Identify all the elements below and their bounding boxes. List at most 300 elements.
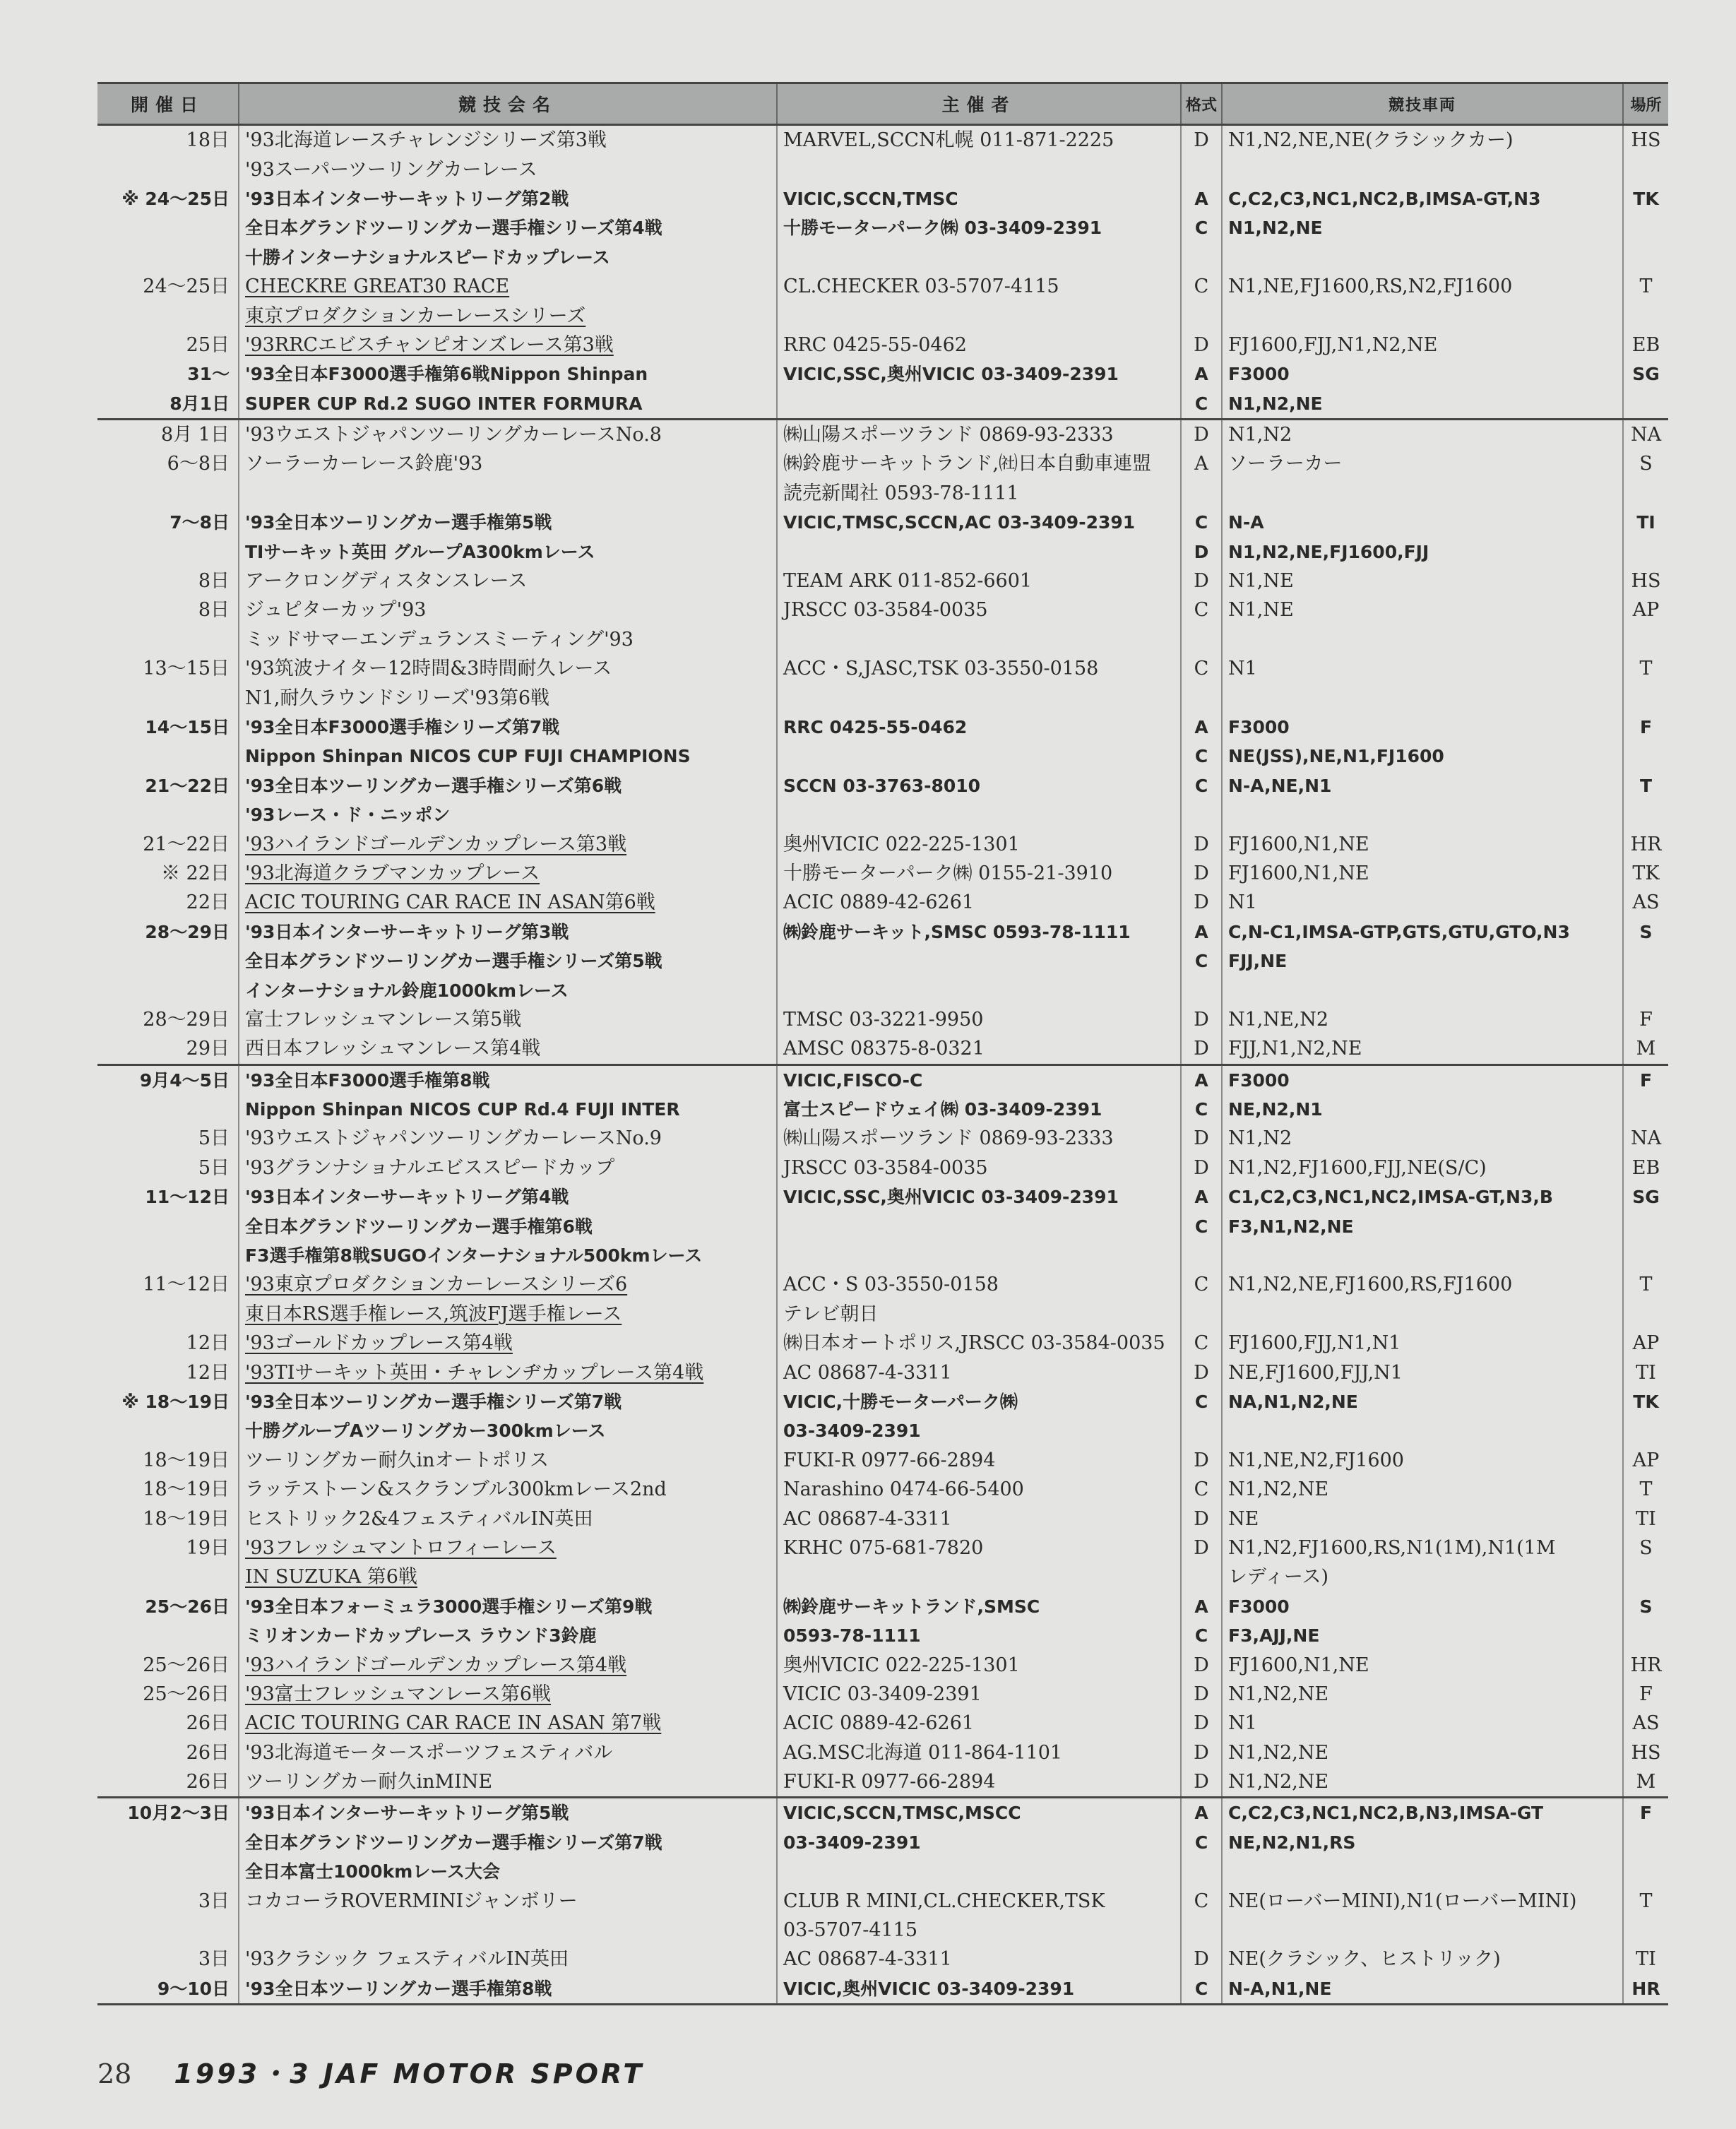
table-row [97, 1329, 1668, 1358]
cell-event-text: '93全日本フォーミュラ3000選手権シリーズ第9戦 [245, 1596, 653, 1617]
cell-format-text: D [1194, 1507, 1209, 1530]
cell-format [1181, 479, 1222, 508]
table-row [97, 771, 1668, 800]
cell-cars [1222, 1621, 1623, 1650]
cell-event-text: '93日本インターサーキットリーグ第3戦 [245, 921, 569, 942]
cell-place [1623, 1738, 1668, 1767]
cell-organizer-text: ㈱鈴鹿サーキットランド,㈳日本自動車連盟 [783, 453, 1152, 475]
table-row [97, 1211, 1668, 1240]
cell-event [239, 1621, 777, 1650]
cell-format-text: A [1194, 921, 1208, 942]
cell-cars-text: NE [1228, 1507, 1259, 1530]
cell-organizer-text: ㈱日本オートポリス,JRSCC 03-3584-0035 [783, 1332, 1165, 1355]
cell-organizer-text: ㈱山陽スポーツランド 0869-93-2333 [783, 424, 1114, 446]
cell-date-text: 25～26日 [145, 1596, 230, 1617]
table-row [97, 1124, 1668, 1153]
cell-date [97, 1358, 239, 1387]
cell-place [1623, 1064, 1668, 1095]
cell-place [1623, 272, 1668, 301]
cell-date-text: 18日 [186, 129, 230, 152]
cell-place [1623, 654, 1668, 683]
cell-event-text: ソーラーカーレース鈴鹿'93 [245, 453, 483, 475]
cell-cars-text: FJJ,NE [1228, 951, 1288, 972]
cell-date [97, 918, 239, 947]
cell-event-text: 富士フレッシュマンレース第5戦 [245, 1008, 522, 1031]
cell-format [1181, 918, 1222, 947]
cell-place [1623, 800, 1668, 829]
cell-event [239, 771, 777, 800]
cell-organizer [777, 1124, 1181, 1153]
cell-event-text: ACIC TOURING CAR RACE IN ASAN 第7戦 [245, 1712, 662, 1735]
cell-format [1181, 1034, 1222, 1064]
table-row [97, 654, 1668, 683]
cell-date [97, 508, 239, 537]
cell-cars-text: N1 [1228, 658, 1257, 680]
cell-organizer [777, 1828, 1181, 1857]
cell-cars-text: NE(JSS),NE,N1,FJ1600 [1228, 746, 1444, 767]
table-row [97, 1387, 1668, 1416]
cell-date [97, 1124, 239, 1153]
cell-format [1181, 389, 1222, 420]
cell-date [97, 1738, 239, 1767]
cell-organizer-text: RRC 0425-55-0462 [783, 717, 968, 737]
cell-format [1181, 1329, 1222, 1358]
cell-format [1181, 1857, 1222, 1886]
table-row [97, 1475, 1668, 1504]
cell-date [97, 800, 239, 829]
cell-place [1623, 1182, 1668, 1211]
cell-place [1623, 213, 1668, 242]
cell-cars [1222, 1650, 1623, 1679]
cell-format-text: A [1194, 453, 1208, 475]
cell-event-text: 全日本グランドツーリングカー選手権シリーズ第7戦 [245, 1832, 662, 1853]
cell-organizer-text: KRHC 075-681-7820 [783, 1536, 984, 1559]
table-row [97, 1886, 1668, 1915]
cell-event [239, 1886, 777, 1915]
cell-place [1623, 595, 1668, 624]
cell-format-text: C [1194, 512, 1208, 533]
cell-format [1181, 771, 1222, 800]
cell-organizer [777, 859, 1181, 888]
cell-place [1623, 389, 1668, 420]
cell-date [97, 771, 239, 800]
cell-date [97, 1504, 239, 1533]
cell-organizer-text: VICIC,十勝モーターパーク㈱ [783, 1391, 1018, 1412]
cell-event [239, 508, 777, 537]
cell-cars-text: C,N-C1,IMSA-GTP,GTS,GTU,GTO,N3 [1228, 921, 1570, 942]
cell-format [1181, 829, 1222, 858]
cell-date [97, 331, 239, 360]
cell-place [1623, 1562, 1668, 1591]
cell-cars [1222, 1534, 1623, 1562]
cell-organizer-text: 0593-78-1111 [783, 1625, 921, 1647]
cell-date [97, 1592, 239, 1621]
cell-format [1181, 975, 1222, 1004]
cell-event-text: 全日本グランドツーリングカー選手権第6戦 [245, 1216, 593, 1237]
cell-date [97, 419, 239, 449]
cell-date [97, 1650, 239, 1679]
cell-event-text: 西日本フレッシュマンレース第4戦 [245, 1038, 541, 1060]
cell-cars [1222, 301, 1623, 330]
cell-organizer-text: VICIC,SSC,奥州VICIC 03-3409-2391 [783, 1187, 1119, 1208]
cell-event [239, 1241, 777, 1270]
cell-format [1181, 800, 1222, 829]
cell-cars-text: NE,N2,N1,RS [1228, 1832, 1356, 1853]
cell-event-text: '93ゴールドカップレース第4戦 [245, 1332, 513, 1355]
cell-date-text: 13～15日 [143, 658, 230, 680]
cell-date-text: ※ 24～25日 [121, 188, 230, 209]
cell-event [239, 975, 777, 1004]
cell-event [239, 888, 777, 917]
cell-date-text: 22日 [186, 891, 230, 914]
cell-event-text: ツーリングカー耐久inMINE [245, 1771, 493, 1793]
cell-organizer-text: ACIC 0889-42-6261 [783, 1712, 975, 1735]
cell-event-text: ツーリングカー耐久inオートポリス [245, 1449, 549, 1471]
cell-organizer [777, 654, 1181, 683]
cell-cars [1222, 1857, 1623, 1886]
cell-place [1623, 360, 1668, 389]
cell-date [97, 654, 239, 683]
cell-place-text: M [1636, 1038, 1656, 1060]
cell-place [1623, 713, 1668, 742]
cell-format [1181, 713, 1222, 742]
cell-place-text: AP [1632, 1449, 1660, 1471]
cell-date [97, 683, 239, 712]
header-place: 場所 [1623, 83, 1668, 125]
cell-event-text: 全日本グランドツーリングカー選手権シリーズ第5戦 [245, 951, 662, 972]
cell-cars [1222, 713, 1623, 742]
cell-organizer [777, 683, 1181, 712]
cell-event-text: 全日本グランドツーリングカー選手権シリーズ第4戦 [245, 218, 662, 239]
table-row [97, 1154, 1668, 1182]
race-schedule-table [97, 82, 1668, 2005]
table-header-row [97, 83, 1668, 125]
cell-format-text: D [1194, 1712, 1209, 1735]
cell-event-text: ミッドサマーエンデュランスミーティング'93 [245, 628, 634, 651]
cell-event [239, 1475, 777, 1504]
cell-format-text: D [1194, 891, 1209, 914]
cell-organizer-text: VICIC,SCCN,TMSC [783, 188, 958, 209]
cell-event [239, 243, 777, 272]
cell-format [1181, 1945, 1222, 1974]
cell-organizer [777, 1416, 1181, 1445]
cell-date [97, 1387, 239, 1416]
cell-place [1623, 479, 1668, 508]
cell-organizer [777, 479, 1181, 508]
table-row [97, 1416, 1668, 1445]
table-row [97, 213, 1668, 242]
cell-organizer [777, 184, 1181, 213]
cell-date [97, 1154, 239, 1182]
cell-cars-text: N1,N2,NE,NE(クラシックカー) [1228, 129, 1514, 152]
cell-date-text: 18～19日 [143, 1478, 230, 1501]
cell-organizer [777, 1270, 1181, 1299]
cell-organizer [777, 918, 1181, 947]
cell-organizer-text: AC 08687-4-3311 [783, 1361, 952, 1384]
cell-cars [1222, 479, 1623, 508]
cell-format-text: C [1194, 951, 1208, 972]
cell-date [97, 1270, 239, 1299]
table-row [97, 1446, 1668, 1475]
table-row [97, 1241, 1668, 1270]
cell-place-text: AP [1632, 1332, 1660, 1355]
cell-event [239, 1034, 777, 1064]
cell-cars [1222, 1270, 1623, 1299]
cell-organizer [777, 1709, 1181, 1738]
cell-place [1623, 301, 1668, 330]
cell-format-text: C [1194, 275, 1209, 298]
cell-place [1623, 1534, 1668, 1562]
cell-date [97, 1886, 239, 1915]
cell-cars [1222, 975, 1623, 1004]
cell-date-text: 9月4～5日 [139, 1069, 230, 1091]
cell-organizer [777, 1857, 1181, 1886]
cell-event-text: SUPER CUP Rd.2 SUGO INTER FORMURA [245, 393, 643, 414]
cell-event-text: '93フレッシュマントロフィーレース [245, 1536, 557, 1559]
table-row [97, 125, 1668, 155]
cell-event-text: ミリオンカードカップレース ラウンド3鈴鹿 [245, 1625, 597, 1647]
cell-event [239, 155, 777, 184]
cell-organizer-text: 03-5707-4115 [783, 1919, 918, 1942]
cell-format-text: D [1194, 1156, 1209, 1179]
cell-event [239, 1329, 777, 1358]
cell-organizer [777, 1916, 1181, 1945]
cell-event-text: N1,耐久ラウンドシリーズ'93第6戦 [245, 687, 549, 709]
cell-cars-text: NA,N1,N2,NE [1228, 1391, 1358, 1412]
cell-date-text: 8月 1日 [161, 424, 230, 446]
cell-format-text: C [1194, 1274, 1209, 1296]
cell-format [1181, 1241, 1222, 1270]
cell-event-text: '93日本インターサーキットリーグ第5戦 [245, 1803, 569, 1824]
table-row [97, 155, 1668, 184]
cell-cars [1222, 888, 1623, 917]
cell-format [1181, 1886, 1222, 1915]
table-row [97, 1358, 1668, 1387]
cell-cars [1222, 595, 1623, 624]
cell-cars [1222, 1945, 1623, 1974]
table-row [97, 975, 1668, 1004]
cell-place [1623, 1650, 1668, 1679]
cell-organizer [777, 272, 1181, 301]
cell-place [1623, 1475, 1668, 1504]
table-row [97, 537, 1668, 566]
cell-format-text: C [1194, 658, 1209, 680]
cell-organizer [777, 1154, 1181, 1182]
cell-format-text: D [1194, 1948, 1209, 1971]
cell-cars [1222, 419, 1623, 449]
cell-event [239, 1562, 777, 1591]
cell-event [239, 389, 777, 420]
cell-event [239, 1767, 777, 1798]
cell-event [239, 567, 777, 595]
cell-format-text: A [1194, 364, 1208, 385]
cell-event [239, 1680, 777, 1709]
cell-cars [1222, 213, 1623, 242]
cell-cars [1222, 1387, 1623, 1416]
cell-organizer [777, 1680, 1181, 1709]
cell-format [1181, 683, 1222, 712]
table-row [97, 1592, 1668, 1621]
cell-cars [1222, 537, 1623, 566]
table-row [97, 1767, 1668, 1798]
cell-format [1181, 1270, 1222, 1299]
cell-cars [1222, 1095, 1623, 1124]
cell-cars-text: N1,N2,NE,FJ1600,RS,FJ1600 [1228, 1274, 1513, 1296]
table-row [97, 243, 1668, 272]
cell-cars-text: N-A [1228, 512, 1264, 533]
cell-format-text: C [1194, 746, 1208, 767]
cell-date [97, 125, 239, 155]
cell-format-text: D [1194, 1008, 1209, 1031]
cell-date-text: 9～10日 [157, 1978, 230, 1999]
table-row [97, 1300, 1668, 1329]
cell-format [1181, 567, 1222, 595]
cell-format [1181, 625, 1222, 654]
cell-cars-text: N1,NE [1228, 570, 1294, 593]
cell-date [97, 859, 239, 888]
cell-organizer [777, 1974, 1181, 2005]
cell-format [1181, 1680, 1222, 1709]
table-row [97, 419, 1668, 449]
cell-place [1623, 1358, 1668, 1387]
cell-date-text: 26日 [186, 1771, 230, 1793]
cell-cars [1222, 1358, 1623, 1387]
cell-place [1623, 1095, 1668, 1124]
cell-event-text: '93筑波ナイター12時間&3時間耐久レース [245, 658, 612, 680]
cell-place-text: TI [1636, 1361, 1656, 1384]
table-row [97, 1270, 1668, 1299]
table-row [97, 1095, 1668, 1124]
cell-place [1623, 1034, 1668, 1064]
cell-organizer-text: VICIC,SSC,奥州VICIC 03-3409-2391 [783, 364, 1119, 385]
page-footer [97, 2052, 644, 2091]
table-row [97, 683, 1668, 712]
cell-cars [1222, 1974, 1623, 2005]
cell-place [1623, 537, 1668, 566]
cell-cars-text: N1,N2,FJ1600,RS,N1(1M),N1(1M [1228, 1536, 1556, 1559]
cell-date [97, 1034, 239, 1064]
cell-format [1181, 449, 1222, 478]
cell-format-text: C [1194, 1332, 1209, 1355]
cell-event [239, 1387, 777, 1416]
cell-format [1181, 1504, 1222, 1533]
cell-place-text: T [1639, 1890, 1653, 1912]
cell-organizer-text: ㈱鈴鹿サーキットランド,SMSC [783, 1596, 1040, 1617]
cell-place-text: T [1639, 275, 1653, 298]
cell-organizer [777, 1182, 1181, 1211]
cell-organizer-text: AC 08687-4-3311 [783, 1507, 952, 1530]
cell-event [239, 595, 777, 624]
cell-place [1623, 1621, 1668, 1650]
cell-event [239, 1738, 777, 1767]
cell-format [1181, 213, 1222, 242]
cell-event [239, 1534, 777, 1562]
cell-cars-text: NE,N2,N1 [1228, 1099, 1323, 1120]
cell-cars-text: レディース) [1228, 1566, 1329, 1589]
cell-date [97, 1329, 239, 1358]
cell-event-text: '93スーパーツーリングカーレース [245, 158, 537, 181]
cell-organizer [777, 1738, 1181, 1767]
cell-organizer-text: CL.CHECKER 03-5707-4115 [783, 275, 1059, 298]
cell-cars [1222, 1828, 1623, 1857]
cell-event [239, 1446, 777, 1475]
cell-cars-text: FJ1600,N1,NE [1228, 1654, 1369, 1676]
cell-organizer-text: FUKI-R 0977-66-2894 [783, 1771, 996, 1793]
cell-cars [1222, 1329, 1623, 1358]
cell-cars [1222, 1211, 1623, 1240]
cell-organizer [777, 1358, 1181, 1387]
cell-event-text: '93全日本F3000選手権第6戦Nippon Shinpan [245, 364, 648, 385]
cell-event-text: '93全日本ツーリングカー選手権シリーズ第6戦 [245, 775, 622, 796]
cell-format-text: D [1194, 1361, 1209, 1384]
cell-date [97, 1095, 239, 1124]
cell-event [239, 1124, 777, 1153]
table-row [97, 800, 1668, 829]
cell-organizer [777, 1005, 1181, 1034]
cell-cars-text: N1,N2,NE,FJ1600,FJJ [1228, 541, 1429, 562]
cell-format [1181, 1798, 1222, 1828]
cell-date-text: 29日 [186, 1038, 230, 1060]
cell-event [239, 213, 777, 242]
cell-place-text: S [1639, 921, 1653, 942]
cell-cars [1222, 1767, 1623, 1798]
cell-organizer-text: ACC・S 03-3550-0158 [783, 1274, 999, 1296]
cell-place-text: F [1639, 1008, 1653, 1031]
cell-cars-text: FJ1600,FJJ,N1,N2,NE [1228, 333, 1438, 356]
cell-organizer [777, 389, 1181, 420]
cell-format [1181, 184, 1222, 213]
cell-date-text: 24～25日 [143, 275, 230, 298]
cell-format [1181, 243, 1222, 272]
cell-cars [1222, 243, 1623, 272]
cell-date [97, 389, 239, 420]
table-row [97, 1857, 1668, 1886]
cell-format [1181, 1182, 1222, 1211]
cell-event-text: ジュピターカップ'93 [245, 599, 427, 622]
cell-date [97, 1798, 239, 1828]
cell-date-text: 8日 [198, 570, 230, 593]
cell-place [1623, 888, 1668, 917]
cell-format-text: C [1194, 393, 1208, 414]
cell-organizer [777, 537, 1181, 566]
cell-organizer [777, 1767, 1181, 1798]
cell-format-text: D [1194, 833, 1209, 855]
table-row [97, 184, 1668, 213]
cell-format-text: A [1194, 1596, 1208, 1617]
cell-cars-text: F3000 [1228, 717, 1290, 737]
cell-format [1181, 125, 1222, 155]
cell-event-text: '93全日本ツーリングカー選手権第8戦 [245, 1978, 552, 1999]
table-row [97, 1005, 1668, 1034]
cell-date-text: 7～8日 [170, 512, 230, 533]
cell-format [1181, 419, 1222, 449]
cell-cars-text: N1,N2,FJ1600,FJJ,NE(S/C) [1228, 1156, 1487, 1179]
table-row [97, 1680, 1668, 1709]
cell-cars [1222, 1416, 1623, 1445]
cell-place-text: AP [1632, 599, 1660, 622]
cell-date [97, 1562, 239, 1591]
cell-organizer [777, 1241, 1181, 1270]
table-row [97, 1650, 1668, 1679]
cell-date [97, 888, 239, 917]
cell-format-text: A [1194, 1069, 1208, 1091]
cell-cars [1222, 1154, 1623, 1182]
table-row [97, 301, 1668, 330]
cell-event-text: '93全日本ツーリングカー選手権シリーズ第7戦 [245, 1391, 622, 1412]
cell-format-text: C [1194, 1099, 1208, 1120]
cell-format-text: C [1194, 1978, 1208, 1999]
cell-format-text: D [1194, 1127, 1209, 1150]
